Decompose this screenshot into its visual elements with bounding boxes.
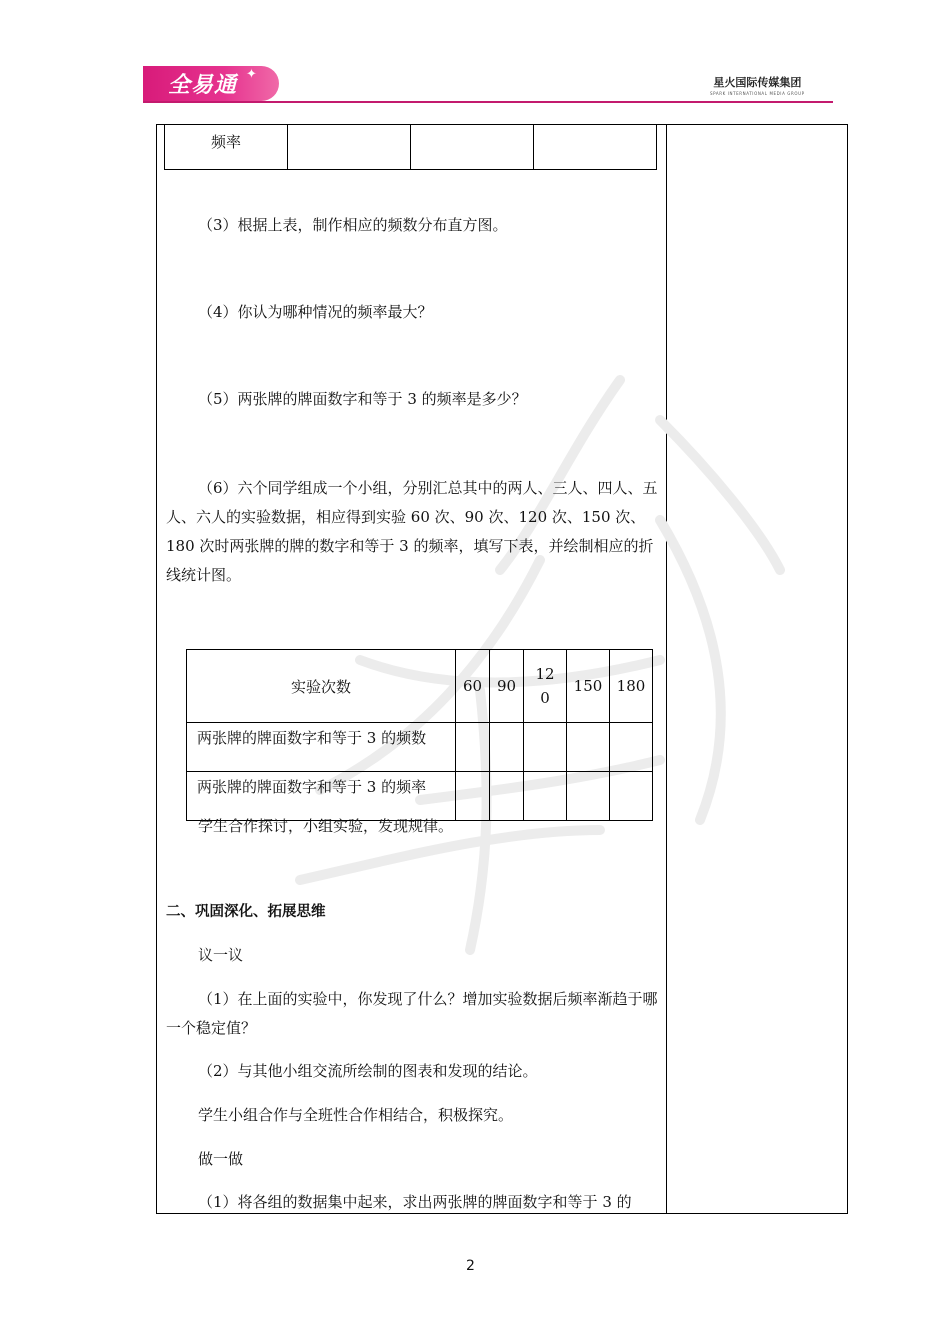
student-activity-note: 学生合作探讨，小组实验，发现规律。 bbox=[198, 817, 454, 835]
freq-cell bbox=[534, 125, 657, 170]
blank-cell bbox=[524, 723, 567, 772]
question-6: （6）六个同学组成一个小组，分别汇总其中的两人、三人、四人、五人、六人的实验数据，相应得到实验 60 次、90 次、120 次、150 次、180 次时两张牌的牌的数字和等于 3 的频率，填写下表，并绘制相应的折线统计图。 bbox=[166, 479, 658, 584]
count-150: 150 bbox=[567, 650, 610, 723]
do-question-1: （1）将各组的数据集中起来，求出两张牌的牌面数字和等于 3 的 bbox=[198, 1193, 632, 1211]
header-label-cell: 实验次数 bbox=[187, 650, 456, 723]
discuss-question-1: （1）在上面的实验中，你发现了什么？增加实验数据后频率渐趋于哪一个稳定值？ bbox=[166, 990, 658, 1037]
sparkle-icon: ✦ bbox=[246, 67, 257, 82]
freq-cell bbox=[288, 125, 411, 170]
discuss-label: 议一议 bbox=[198, 946, 244, 964]
count-120 bbox=[524, 650, 567, 723]
blank-cell bbox=[490, 723, 524, 772]
freq-row-label: 频率 bbox=[165, 125, 288, 170]
column-divider bbox=[666, 124, 667, 1214]
section-heading: 二、巩固深化、拓展思维 bbox=[166, 904, 326, 920]
question-5: （5）两张牌的牌面数字和等于 3 的频率是多少？ bbox=[198, 390, 527, 408]
count-180: 180 bbox=[610, 650, 653, 723]
count-90: 90 bbox=[490, 650, 524, 723]
question-4: （4）你认为哪种情况的频率最大？ bbox=[198, 303, 433, 321]
count-120-line2: 0 bbox=[540, 689, 550, 707]
blank-cell bbox=[567, 723, 610, 772]
count-60: 60 bbox=[456, 650, 490, 723]
header-divider bbox=[143, 101, 833, 103]
count-120-line1: 12 bbox=[535, 665, 555, 683]
discuss-question-2: （2）与其他小组交流所绘制的图表和发现的结论。 bbox=[198, 1062, 538, 1080]
brand-block bbox=[710, 74, 805, 96]
row-frequency-rate-label: 两张牌的牌面数字和等于 3 的频率 bbox=[187, 772, 456, 821]
do-label: 做一做 bbox=[198, 1150, 244, 1168]
row-frequency-count-label: 两张牌的牌面数字和等于 3 的频数 bbox=[187, 723, 456, 772]
blank-cell bbox=[610, 723, 653, 772]
collaboration-note: 学生小组合作与全班性合作相结合，积极探究。 bbox=[198, 1106, 514, 1124]
brand-name-en: SPARK INTERNATIONAL MEDIA GROUP bbox=[710, 91, 805, 96]
page-number: 2 bbox=[466, 1258, 475, 1274]
logo-text: 全易通 bbox=[168, 73, 238, 98]
frequency-table-tail bbox=[164, 124, 657, 170]
blank-cell bbox=[456, 723, 490, 772]
brand-name-cn: 星火国际传媒集团 bbox=[713, 76, 802, 89]
experiment-table bbox=[186, 649, 653, 821]
freq-cell bbox=[411, 125, 534, 170]
question-3: （3）根据上表，制作相应的频数分布直方图。 bbox=[198, 216, 508, 234]
